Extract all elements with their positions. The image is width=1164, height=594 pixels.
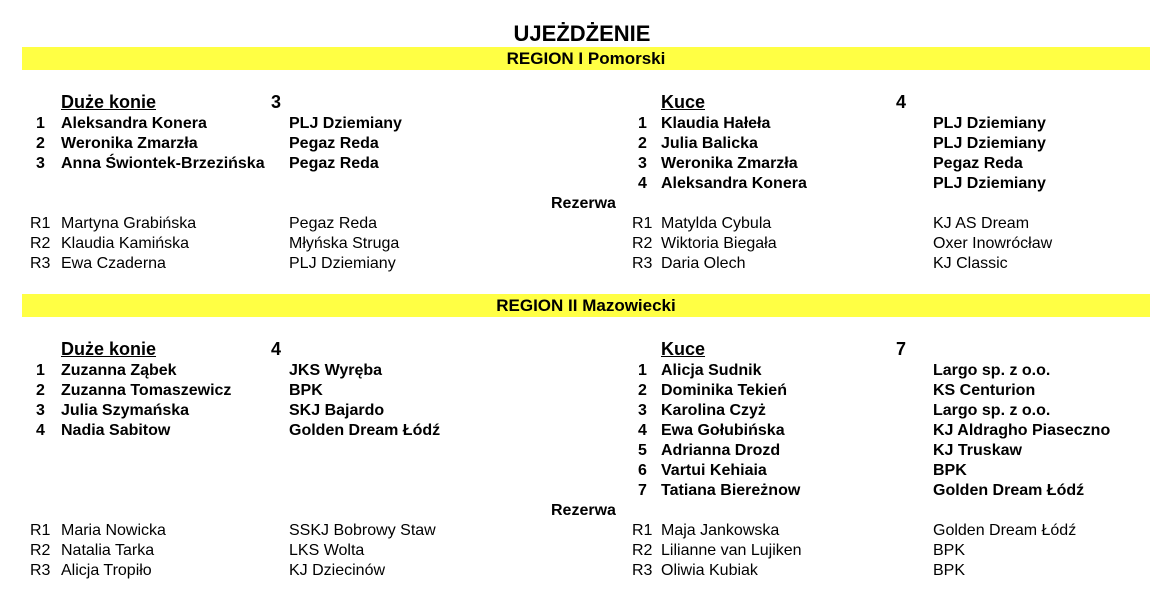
category-header: Kuce bbox=[661, 339, 706, 359]
reserve-rider-name: Lilianne van Lujiken bbox=[661, 542, 802, 559]
reserve-rider-name: Martyna Grabińska bbox=[61, 215, 197, 232]
club-name: JKS Wyręba bbox=[289, 362, 383, 379]
rider-name: Klaudia Hałeła bbox=[661, 115, 771, 132]
category-count: 3 bbox=[271, 92, 282, 112]
entry-number: 7 bbox=[638, 482, 647, 499]
reserve-club-name: Pegaz Reda bbox=[289, 215, 378, 232]
reserve-number: R3 bbox=[30, 562, 51, 579]
rider-name: Aleksandra Konera bbox=[661, 175, 807, 192]
reserve-club-name: BPK bbox=[933, 542, 966, 559]
category-header: Duże konie bbox=[61, 92, 157, 112]
reserve-club-name: SSKJ Bobrowy Staw bbox=[289, 522, 436, 539]
entry-number: 2 bbox=[638, 135, 647, 152]
entry-number: 1 bbox=[638, 362, 647, 379]
reserve-rider-name: Maria Nowicka bbox=[61, 522, 166, 539]
reserve-label: Rezerwa bbox=[551, 502, 616, 519]
reserve-rider-name: Wiktoria Biegała bbox=[661, 235, 777, 252]
reserve-rider-name: Klaudia Kamińska bbox=[61, 235, 190, 252]
rider-name: Vartui Kehiaia bbox=[661, 462, 767, 479]
rider-name: Weronika Zmarzła bbox=[661, 155, 798, 172]
entry-number: 1 bbox=[36, 362, 45, 379]
reserve-number: R2 bbox=[30, 235, 51, 252]
rider-name: Zuzanna Tomaszewicz bbox=[61, 382, 232, 399]
rider-name: Anna Świontek-Brzezińska bbox=[61, 155, 265, 172]
reserve-club-name: KJ Dziecinów bbox=[289, 562, 386, 579]
entry-number: 2 bbox=[36, 135, 45, 152]
rider-name: Weronika Zmarzła bbox=[61, 135, 198, 152]
reserve-number: R1 bbox=[632, 215, 653, 232]
reserve-rider-name: Maja Jankowska bbox=[661, 522, 780, 539]
region-banner: REGION II Mazowiecki bbox=[22, 294, 1150, 317]
rider-name: Dominika Tekień bbox=[661, 382, 787, 399]
category-header: Duże konie bbox=[61, 339, 157, 359]
reserve-rider-name: Daria Olech bbox=[661, 255, 746, 272]
rider-name: Adrianna Drozd bbox=[661, 442, 781, 459]
club-name: PLJ Dziemiany bbox=[933, 175, 1046, 192]
entry-number: 4 bbox=[36, 422, 45, 439]
reserve-number: R2 bbox=[632, 235, 653, 252]
category-header: Kuce bbox=[661, 92, 706, 112]
club-name: PLJ Dziemiany bbox=[289, 115, 402, 132]
rider-name: Ewa Gołubińska bbox=[661, 422, 785, 439]
reserve-rider-name: Matylda Cybula bbox=[661, 215, 772, 232]
reserve-rider-name: Oliwia Kubiak bbox=[661, 562, 758, 579]
rider-name: Julia Szymańska bbox=[61, 402, 190, 419]
reserve-rider-name: Ewa Czaderna bbox=[61, 255, 166, 272]
reserve-club-name: Młyńska Struga bbox=[289, 235, 400, 252]
rider-name: Alicja Sudnik bbox=[661, 362, 762, 379]
reserve-number: R3 bbox=[632, 255, 653, 272]
reserve-number: R3 bbox=[632, 562, 653, 579]
reserve-number: R2 bbox=[30, 542, 51, 559]
club-name: KS Centurion bbox=[933, 382, 1036, 399]
page-title: UJEŻDŻENIE bbox=[513, 21, 651, 46]
club-name: PLJ Dziemiany bbox=[933, 115, 1046, 132]
club-name: BPK bbox=[289, 382, 323, 399]
reserve-club-name: Golden Dream Łódź bbox=[933, 522, 1077, 539]
reserve-label: Rezerwa bbox=[551, 195, 616, 212]
reserve-rider-name: Alicja Tropiło bbox=[61, 562, 152, 579]
club-name: Largo sp. z o.o. bbox=[933, 362, 1051, 379]
reserve-number: R3 bbox=[30, 255, 51, 272]
reserve-number: R1 bbox=[30, 215, 51, 232]
rider-name: Karolina Czyż bbox=[661, 402, 766, 419]
rider-name: Tatiana Biereżnow bbox=[661, 482, 801, 499]
club-name: SKJ Bajardo bbox=[289, 402, 385, 419]
rider-name: Julia Balicka bbox=[661, 135, 758, 152]
club-name: Pegaz Reda bbox=[933, 155, 1023, 172]
reserve-rider-name: Natalia Tarka bbox=[61, 542, 155, 559]
reserve-club-name: BPK bbox=[933, 562, 966, 579]
rider-name: Nadia Sabitow bbox=[61, 422, 171, 439]
entry-number: 4 bbox=[638, 175, 647, 192]
club-name: KJ Aldragho Piaseczno bbox=[933, 422, 1111, 439]
club-name: KJ Truskaw bbox=[933, 442, 1022, 459]
rider-name: Zuzanna Ząbek bbox=[61, 362, 177, 379]
reserve-number: R2 bbox=[632, 542, 653, 559]
reserve-number: R1 bbox=[632, 522, 653, 539]
entry-number: 2 bbox=[638, 382, 647, 399]
reserve-club-name: PLJ Dziemiany bbox=[289, 255, 396, 272]
club-name: PLJ Dziemiany bbox=[933, 135, 1046, 152]
reserve-club-name: KJ Classic bbox=[933, 255, 1008, 272]
category-count: 4 bbox=[271, 339, 282, 359]
club-name: BPK bbox=[933, 462, 967, 479]
region-banner: REGION I Pomorski bbox=[22, 47, 1150, 70]
category-count: 7 bbox=[896, 339, 907, 359]
category-count: 4 bbox=[896, 92, 907, 112]
entry-number: 3 bbox=[36, 402, 45, 419]
reserve-club-name: LKS Wolta bbox=[289, 542, 365, 559]
entry-number: 1 bbox=[638, 115, 647, 132]
club-name: Golden Dream Łódź bbox=[289, 422, 441, 439]
reserve-number: R1 bbox=[30, 522, 51, 539]
reserve-club-name: Oxer Inowrócław bbox=[933, 235, 1053, 252]
entry-number: 2 bbox=[36, 382, 45, 399]
entry-number: 5 bbox=[638, 442, 647, 459]
entry-number: 4 bbox=[638, 422, 647, 439]
reserve-club-name: KJ AS Dream bbox=[933, 215, 1030, 232]
club-name: Pegaz Reda bbox=[289, 155, 379, 172]
club-name: Pegaz Reda bbox=[289, 135, 379, 152]
entry-number: 6 bbox=[638, 462, 647, 479]
club-name: Golden Dream Łódź bbox=[933, 482, 1085, 499]
entry-number: 3 bbox=[638, 402, 647, 419]
club-name: Largo sp. z o.o. bbox=[933, 402, 1051, 419]
entry-number: 1 bbox=[36, 115, 45, 132]
entry-number: 3 bbox=[638, 155, 647, 172]
rider-name: Aleksandra Konera bbox=[61, 115, 207, 132]
entry-number: 3 bbox=[36, 155, 45, 172]
